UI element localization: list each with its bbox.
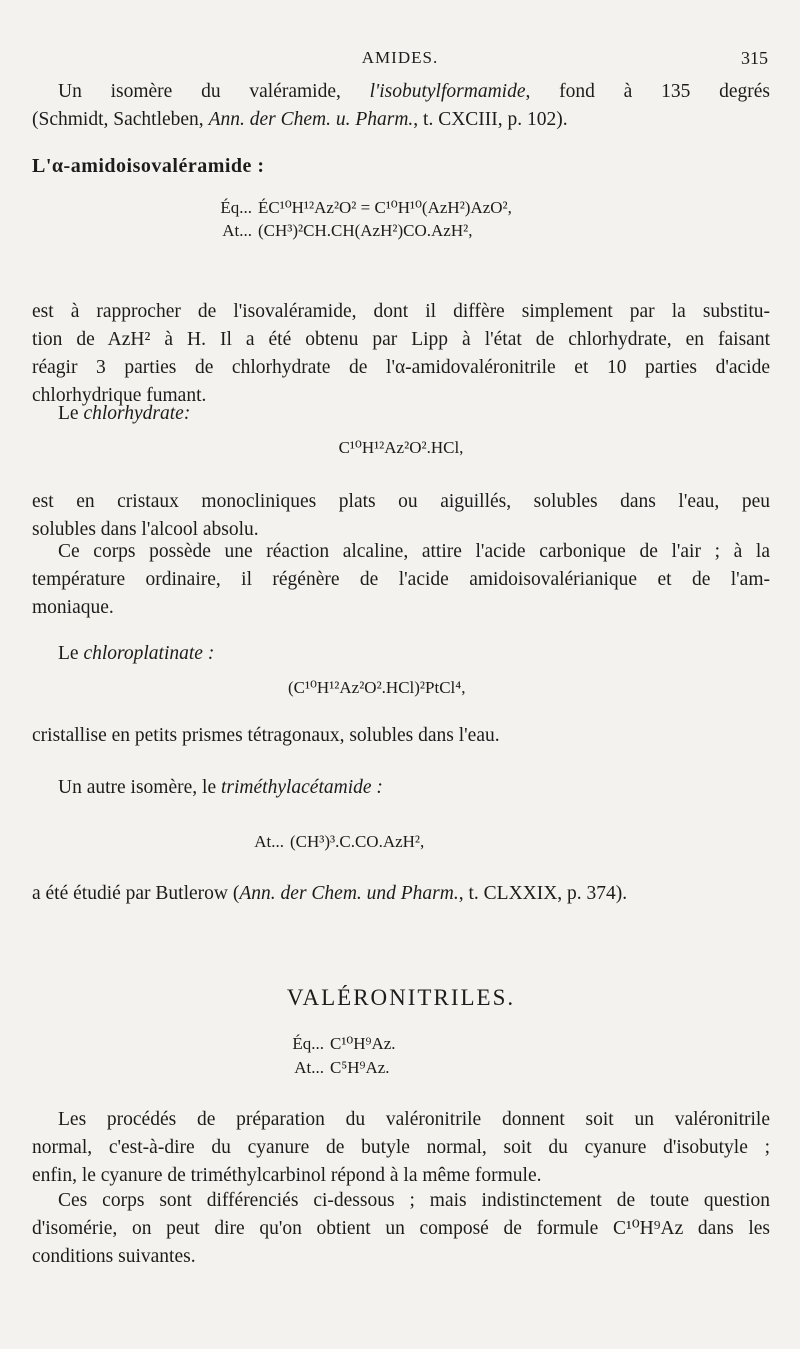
journal-citation: Ann. der Chem. und Pharm. [239,883,459,904]
paragraph-reaction [32,538,770,622]
text-run: Un isomère du valéramide, [58,81,370,102]
text-line: est à rapprocher de l'isovaléramide, dont il diffère simplement par la substitu- [32,301,770,322]
formula-body: (CH³)³.C.CO.AzH², [290,832,425,851]
text-line: conditions suivantes. [32,1246,196,1267]
formula-nitrile-equivalent [262,1032,396,1055]
text-line: Ces corps sont différenciés ci-dessous ; mais indistinctement de toute question [58,1190,770,1211]
text-line: solubles dans l'alcool absolu. [32,519,259,540]
text-run: (Schmidt, Sachtleben, [32,109,209,130]
running-title: AMIDES. [361,48,439,67]
text-line: Les procédés de préparation du valéronitrile donnent soit un valéronitrile [58,1109,770,1130]
text-run: Un autre isomère, le [58,777,221,798]
formula-chloroplatinate: (C¹⁰H¹²Az²O².HCl)²PtCl⁴, [288,678,466,697]
paragraph-crystals [32,488,770,544]
text-line: chlorhydrique fumant. [32,385,207,406]
text-line: tion de AzH² à H. Il a été obtenu par Lipp à l'état de chlorhydrate, en faisant [32,329,770,350]
compound-name: l'isobutylformamide [369,81,526,102]
text-line: température ordinaire, il régénère de l'acide amidoisovalérianique et de l'am- [32,569,770,590]
text-line: d'isomérie, on peut dire qu'on obtient un composé de formule C¹⁰H⁹Az dans les [32,1218,770,1239]
text-line: Ce corps possède une réaction alcaline, attire l'acide carbonique de l'air ; à la [58,541,770,562]
paragraph-isomerie [32,1187,770,1271]
formula-label: At... [294,1058,324,1077]
text-run: , t. CXCIII, p. 102). [413,109,568,130]
text-run: a été étudié par Butlerow ( [32,883,240,904]
formula-atomic [190,219,472,242]
heading-chlorhydrate [32,400,770,428]
paragraph-lipp [32,298,770,410]
text-line [32,106,770,134]
formula-body: ¹⁰H¹²Az²O² = C¹⁰H¹⁰(AzH²)AzO², [279,198,512,217]
text-line: enfin, le cyanure de triméthylcarbinol répond à la même formule. [32,1165,542,1186]
formula-body: C¹⁰H⁹Az. [330,1034,396,1053]
paragraph-butlerow [32,880,770,908]
text-line: réagir 3 parties de chlorhydrate de l'α-amidovaléronitrile et 10 parties d'acide [32,357,770,378]
formula-label: Éq... [220,198,252,217]
formula-nitrile-atomic [262,1056,390,1079]
heading-chloroplatinate [32,640,770,668]
text-line: moniaque. [32,597,114,618]
compound-name: triméthylacétamide : [220,777,383,798]
text-line: est en cristaux monocliniques plats ou aiguillés, solubles dans l'eau, peu [32,491,770,512]
text-line: normal, c'est-à-dire du cyanure de butyle normal, soit du cyanure d'isobutyle ; [32,1137,770,1158]
heading-trimethylacetamide [32,774,770,802]
text-run: , t. CLXXIX, p. 374). [458,883,628,904]
page-number: 315 [741,48,768,68]
paragraph-preparation [32,1106,770,1190]
formula-label: Éq... [292,1034,324,1053]
formula-label: At... [254,832,284,851]
text-line [32,78,770,106]
formula-body: (CH³)²CH.CH(AzH²)CO.AzH², [258,221,473,240]
section-heading-amidoisovaleramide: L'α-amidoisovaléramide : [32,155,265,177]
text-run: Le [58,643,84,664]
formula-trimethylacetamide [222,830,424,853]
formula-body: C⁵H⁹Az. [330,1058,390,1077]
text-run: Le [58,403,84,424]
paragraph-prisms: cristallise en petits prismes tétragonaux, solubles dans l'eau. [32,725,500,746]
journal-citation: Ann. der Chem. u. Pharm. [208,109,414,130]
formula-chlorhydrate: C¹⁰H¹²Az²O².HCl, [338,438,464,457]
section-title-valeronitriles: VALÉRONITRILES. [286,985,516,1010]
formula-prefix: ÉC [258,198,280,217]
paragraph-isobutylformamide [32,78,770,134]
page-header [0,44,800,74]
compound-name: chloroplatinate : [83,643,215,664]
text-run: , fond à 135 degrés [525,81,770,102]
formula-label: At... [222,221,252,240]
formula-equivalent [190,196,512,219]
compound-name: chlorhydrate: [83,403,191,424]
